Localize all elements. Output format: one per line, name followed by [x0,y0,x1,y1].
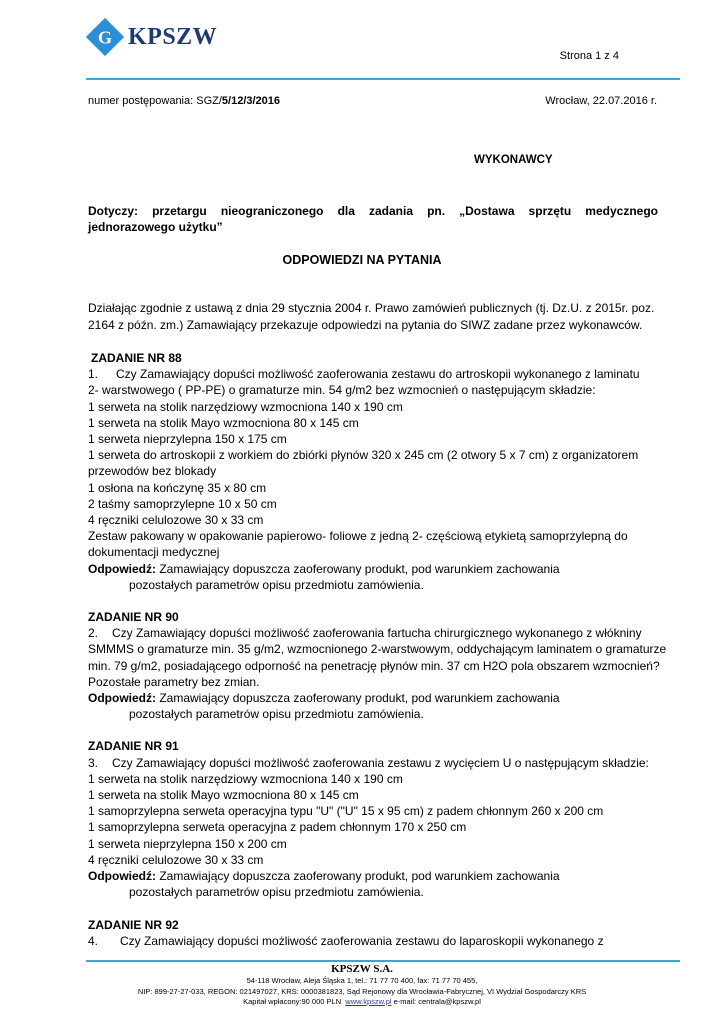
question-line: 3. Czy Zamawiający dopuści możliwość zaoferowania zestawu z wycięciem U o następującym składzie: [88,755,649,770]
question-line: 2. Czy Zamawiający dopuści możliwość zaoferowania fartucha chirurgicznego wykonanego z włókniny SMMMS o gramaturze min. 35 g/m2, wzmocnionego 2-warstwowym, oddychającym laminatem o gramaturze min. 79 g/m2, posiadającego odporność na penetrację płynów min. 37 cm H2O pola obszarem wzmocnień? Pozostałe parametry bez zmian. [88,626,667,689]
footer-email: e-mail: centrala@kpszw.pl [393,997,481,1006]
answer-line: pozostałych parametrów opisu przedmiotu zamówienia. [129,577,424,592]
answer-line: pozostałych parametrów opisu przedmiotu zamówienia. [129,885,424,900]
list-item: 1 serweta nieprzylepna 150 x 175 cm [88,432,287,447]
list-item: 4 ręczniki celulozowe 30 x 33 cm [88,852,264,867]
answer-line: Odpowiedź: Zamawiający dopuszcza zaoferowany produkt, pod warunkiem zachowania [88,869,560,884]
list-item: 4 ręczniki celulozowe 30 x 33 cm [88,513,264,528]
addressee: WYKONAWCY [474,154,553,166]
list-item: 1 serweta na stolik narzędziowy wzmocniona 140 x 190 cm [88,399,403,414]
section-zadanie-92 [88,917,668,949]
questions-body [88,350,668,965]
section-title: ZADANIE NR 91 [88,739,179,754]
section-zadanie-91 [88,738,668,900]
page-title: ODPOWIEDZI NA PYTANIA [282,253,442,267]
section-zadanie-88 [88,350,668,593]
list-item: 1 serweta na stolik narzędziowy wzmocniona 140 x 190 cm [88,771,403,786]
footer-registry: NIP: 899-27-27-033, REGON: 021497027, KRS: 0000381823, Sąd Rejonowy dla Wrocławia-Fabrycznej, VI Wydział Gospodarczy KRS [137,986,587,996]
footer-company: KPSZW S.A. [331,963,393,975]
answer-line: Odpowiedź: Zamawiający dopuszcza zaoferowany produkt, pod warunkiem zachowania [88,691,560,706]
list-item: 1 serweta nieprzylepna 150 x 200 cm [88,836,287,851]
answer-line: pozostałych parametrów opisu przedmiotu zamówienia. [129,707,424,722]
list-item: 1 osłona na kończynę 35 x 80 cm [88,480,267,495]
document-date: Wrocław, 22.07.2016 r. [545,95,657,107]
website-link[interactable]: www.kpszw.pl [345,997,392,1006]
list-item: 1 serweta na stolik Mayo wzmocniona 80 x 145 cm [88,415,359,430]
question-line: 4. Czy Zamawiający dopuści możliwość zaoferowania zestawu do laparoskopii wykonanego z [88,933,604,948]
list-item: 1 serweta na stolik Mayo wzmocniona 80 x 145 cm [88,788,359,803]
list-item: 1 serweta do artroskopii z workiem do zbiórki płynów 320 x 245 cm (2 otwory 5 x 7 cm) z organizatorem przewodów bez blokady [88,448,639,479]
section-zadanie-90 [88,609,668,722]
list-item: 1 samoprzylepna serweta operacyjna typu "U" ("U" 15 x 95 cm) z padem chłonnym 260 x 200 cm [88,804,604,819]
section-title: ZADANIE NR 92 [88,917,179,932]
intro-paragraph: Działając zgodnie z ustawą z dnia 29 stycznia 2004 r. Prawo zamówień publicznych (tj. Dz.U. z 2015r. poz. 2164 z późn. zm.) Zamawiający przekazuje odpowiedzi na pytania do SIWZ zadane przez wykonawców. [88,301,655,332]
company-logo-icon [86,18,124,56]
page-number: Strona 1 z 4 [559,50,619,62]
footer-contact: Kapitał wpłacony:90 000 PLN www.kpszw.pl e-mail: centrala@kpszw.pl [243,997,481,1006]
logo-letter: G [97,27,113,48]
list-item: Zestaw pakowany w opakowanie papierowo- foliowe z jedną 2- częściową etykietą samoprzylepną do dokumentacji medycznej [88,529,628,560]
list-item: 1 samoprzylepna serweta operacyjna z padem chłonnym 170 x 250 cm [88,820,467,835]
list-item: 2 taśmy samoprzylepne 10 x 50 cm [88,496,277,511]
section-title: ZADANIE NR 88 [91,351,182,365]
footer [0,962,724,1008]
section-title: ZADANIE NR 90 [88,610,179,625]
reference-number: numer postępowania: SGZ/5/12/3/2016 [88,95,281,107]
header-divider [86,78,680,80]
reference-value: 5/12/3/2016 [221,95,281,107]
answer-line: Odpowiedź: Zamawiający dopuszcza zaoferowany produkt, pod warunkiem zachowania [88,561,560,576]
question-line: 1. Czy Zamawiający dopuści możliwość zaoferowania zestawu do artroskopii wykonanego z laminatu [88,367,640,382]
logo-text: KPSZW [128,24,218,50]
footer-address: 54-118 Wrocław, Aleja Śląska 1, tel.: 71 77 70 400, fax: 71 77 70 455, [246,976,478,985]
subject-line: Dotyczy: przetargu nieograniczonego dla zadania pn. „Dostawa sprzętu medycznego jednorazowego użytku” [88,204,658,234]
question-line: 2- warstwowego ( PP-PE) o gramaturze min. 54 g/m2 bez wzmocnień o następującym składzie: [88,383,596,398]
